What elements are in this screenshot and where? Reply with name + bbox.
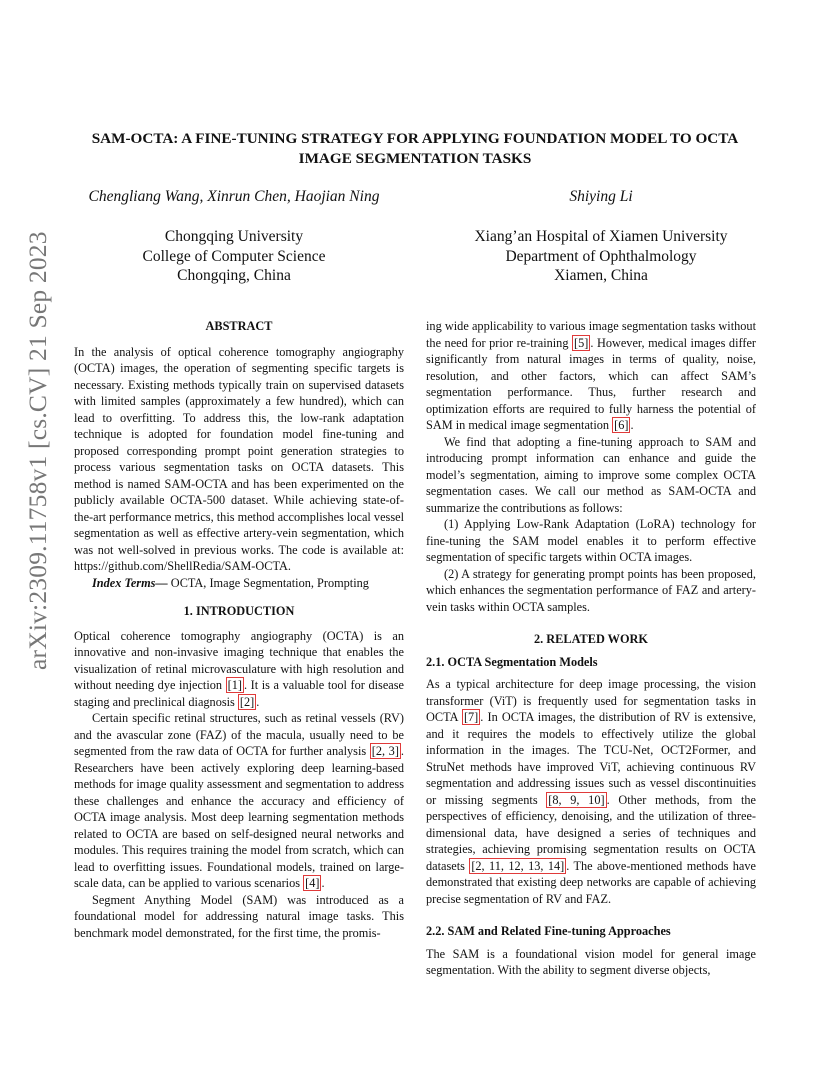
citation-link[interactable]: [2] [239, 694, 255, 709]
subsection-sam-finetuning-heading: 2.2. SAM and Related Fine-tuning Approaches [426, 924, 671, 938]
citation-link[interactable]: [2, 11, 12, 13, 14] [471, 858, 565, 873]
citation-link[interactable]: [6] [614, 418, 629, 432]
intro-p4-end: . [630, 418, 634, 432]
related-work-heading: 2. RELATED WORK [534, 632, 648, 646]
authors-left: Chengliang Wang, Xinrun Chen, Haojian Ning [88, 188, 380, 205]
introduction-heading: 1. INTRODUCTION [183, 604, 295, 618]
related-s1-end: . The above-mentioned methods have demonstrated that existing deep networks are capable of achieving precise segmentation of RV and FAZ. [426, 858, 756, 906]
affiliation-left-line2: College of Computer Science [142, 247, 326, 265]
paper-title: SAM-OCTA: A FINE-TUNING STRATEGY FOR APPLYING FOUNDATION MODEL TO OCTA IMAGE SEGMENTATION TASKS [91, 130, 739, 167]
affiliation-left-line1: Chongqing University [164, 228, 304, 245]
affiliation-right-line1: Xiang’an Hospital of Xiamen University [474, 228, 728, 245]
intro-paragraph-5: We find that adopting a fine-tuning approach to SAM and introducing prompt information can enhance and guide the model’s segmentation, aiming to improve some complex OCTA segmentation cases. We call our method as SAM-OCTA and summarize the contributions as follows: [426, 434, 756, 515]
intro-p4-text-a: ing wide applicability to various image segmentation tasks without the need for prior re-training [426, 319, 756, 350]
citation-link[interactable]: [2, 3] [371, 744, 399, 758]
affiliation-right-line3: Xiamen, China [554, 267, 648, 284]
arxiv-identifier-stamp: arXiv:2309.11758v1 [cs.CV] 21 Sep 2023 [23, 231, 52, 670]
related-paragraph-2: The SAM is a foundational vision model for general image segmentation. With the ability to segment diverse objects, [426, 946, 756, 977]
citation-link[interactable]: [7] [463, 710, 479, 724]
left-column [74, 318, 404, 941]
citation-link[interactable]: [4] [305, 876, 320, 890]
intro-p2-text-b: . Researchers have been actively exploring deep learning-based methods for image quality assessment and segmentation to address these challenges and enhance the accuracy and efficiency of OCTA image analysis. Most deep learning segmentation methods related to OCTA are based on self-designed neural networks and modules. This requires training the model from scratch, which can lead to overfitting issues. Foundational models, trained on large-scale data, can be applied to various scenarios [74, 744, 404, 890]
intro-p1-text-a: Optical coherence tomography angiography (OCTA) is an innovative and non-invasive imaging technique that enables the visualization of retinal microvasculature with high resolution and without needing dye injection [74, 628, 404, 692]
index-terms-label: Index Terms— [92, 575, 168, 590]
intro-paragraph-2 [74, 710, 404, 892]
intro-p1-text-b: . It is a valuable tool for disease staging and preclinical diagnosis [74, 678, 404, 709]
intro-paragraph-1 [74, 628, 404, 711]
related-paragraph-1 [426, 676, 756, 907]
index-terms-text: OCTA, Image Segmentation, Prompting [167, 575, 369, 590]
subsection-octa-segmentation-heading: 2.1. OCTA Segmentation Models [426, 654, 598, 669]
authors-right: Shiying Li [569, 188, 633, 205]
related-s1-text-c: . Other methods, from the perspectives of efficiency, denoising, and the utilization of three-dimensional data, have designed a series of techniques and strategies, achieving promising segmentation results on OCTA datasets [426, 792, 756, 873]
related-s1-text-b: . In OCTA images, the distribution of RV is extensive, and it requires the models to effectively utilize the global information in the images. The TCU-Net, OCT2Former, and StruNet methods have improved ViT, achieving continuous RV segmentation and addressing issues such as vessel discontinuities or missing segments [426, 710, 756, 807]
affiliation-right-line2: Department of Ophthalmology [505, 247, 697, 265]
abstract-heading: ABSTRACT [205, 319, 273, 333]
intro-p1-end: . [256, 694, 260, 709]
citation-link[interactable]: [8, 9, 10] [548, 792, 605, 807]
index-terms [74, 575, 404, 592]
intro-p2-text-a: Certain specific retinal structures, such as retinal vessels (RV) and the avascular zone (FAZ) of the macula, usually need to be segmented from the raw data of OCTA for further analysis [74, 711, 404, 758]
related-s1-text-a: As a typical architecture for deep image processing, the vision transformer (ViT) is frequently used for segmentation tasks in OCTA [426, 677, 756, 724]
right-column [426, 318, 756, 979]
citation-link[interactable]: [1] [227, 678, 242, 692]
citation-link[interactable]: [5] [574, 335, 589, 350]
intro-paragraph-7: (2) A strategy for generating prompt points has been proposed, which enhances the segmentation performance of FAZ and artery-vein tasks within OCTA samples. [426, 566, 756, 614]
affiliation-left-line3: Chongqing, China [177, 267, 291, 284]
intro-paragraph-6: (1) Applying Low-Rank Adaptation (LoRA) technology for fine-tuning the SAM model enables it to perform effective segmentation of specific targets within OCTA images. [426, 517, 756, 564]
intro-paragraph-3: Segment Anything Model (SAM) was introduced as a foundational model for addressing natural image tasks. This benchmark model demonstrated, for the first time, the promis- [74, 892, 404, 940]
intro-p4-text-b: . However, medical images differ significantly from natural images in terms of quality, noise, resolution, and other factors, which can affect SAM’s segmentation performance. Thus, further research and optimization efforts are required to fully harness the potential of SAM in medical image segmentation [426, 335, 757, 432]
intro-p2-end: . [321, 876, 325, 890]
abstract-text: In the analysis of optical coherence tomography angiography (OCTA) images, the operation of segmenting specific targets is necessary. Existing methods typically train on supervised datasets with limited samples (approximately a few hundred), which can lead to overfitting. To address this, the low-rank adaptation technique is adopted for foundation model fine-tuning and proposed corresponding prompt point generation strategies to process various segmentation tasks on OCTA datasets. This method is named SAM-OCTA and has been experimented on the publicly available OCTA-500 dataset. While achieving state-of-the-art performance metrics, this method accomplishes local vessel segmentation as well as effective artery-vein segmentation, which was not well-solved in previous works. The code is available at: https://github.com/ShellRedia/SAM-OCTA. [74, 344, 404, 573]
affiliation-right [430, 227, 772, 286]
intro-paragraph-4 [426, 318, 756, 434]
affiliation-left [74, 227, 394, 286]
